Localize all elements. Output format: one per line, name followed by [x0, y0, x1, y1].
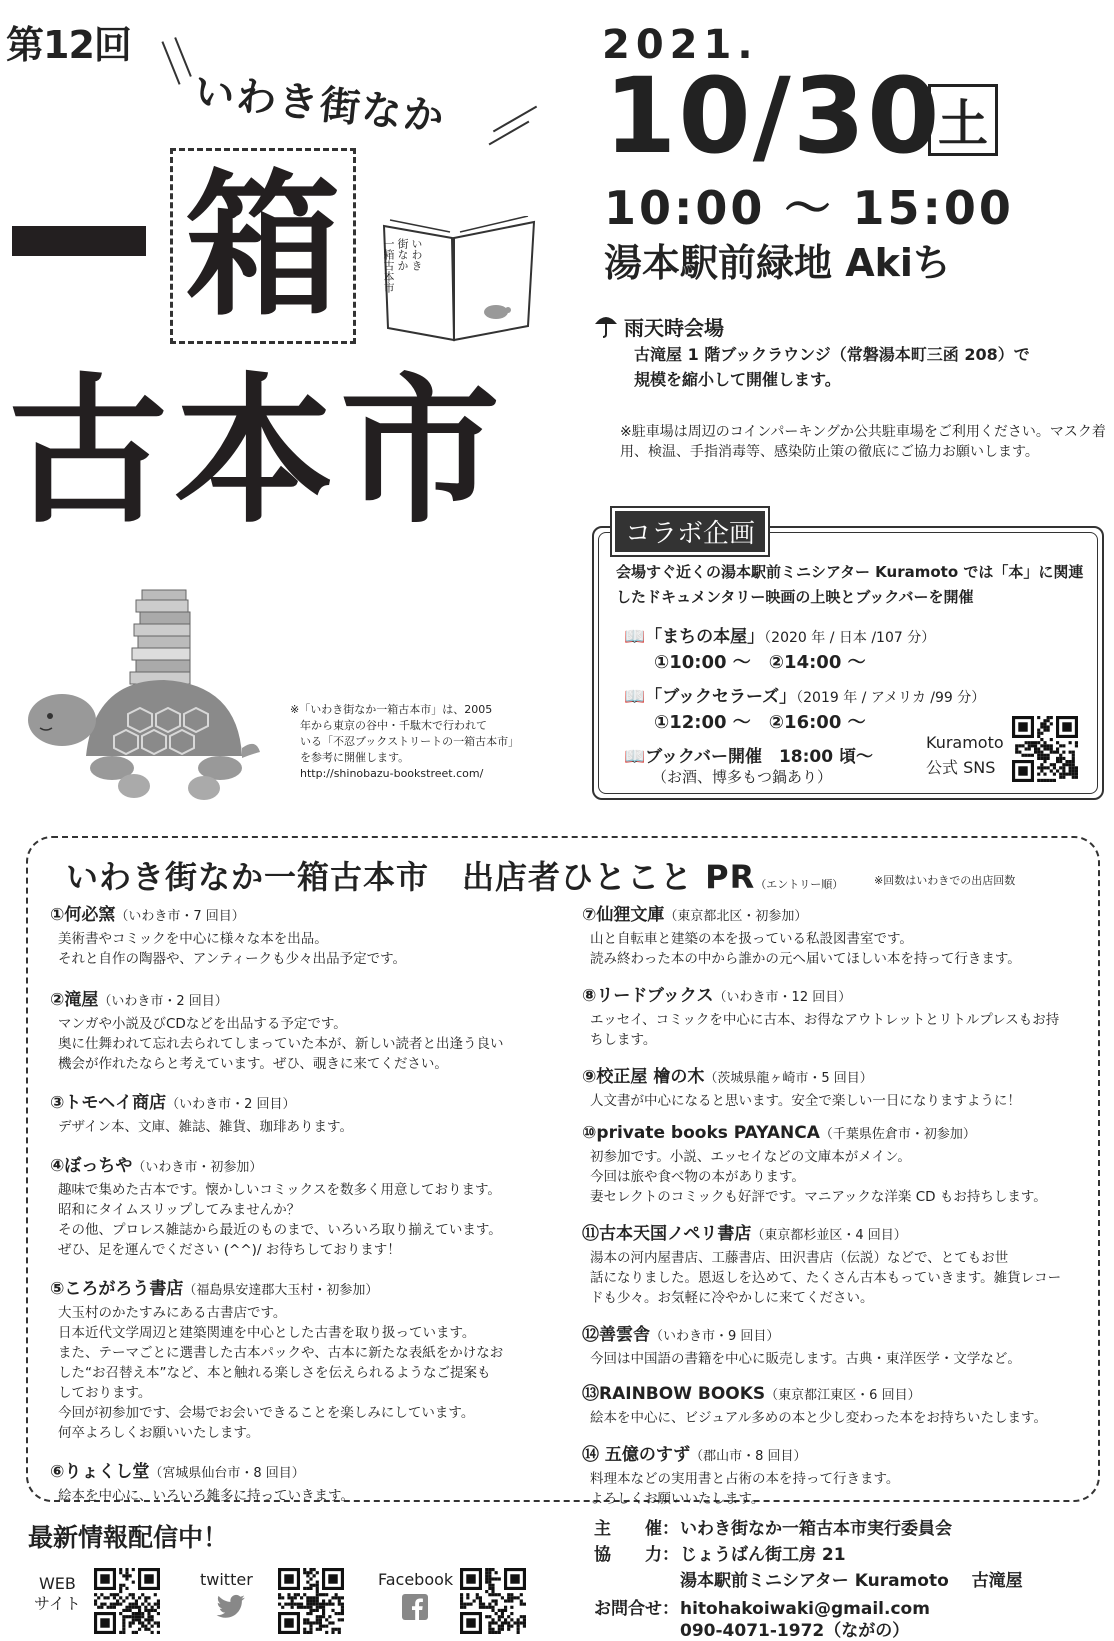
- rain-venue-line: 規模を縮小して開催します。: [634, 370, 841, 389]
- vendor-number: ⑦: [582, 905, 597, 925]
- facebook-label: Facebook: [378, 1570, 454, 1589]
- vendor-entry: [50, 985, 570, 1074]
- vendor-description-line: ドも少々。お気軽に冷やかしに来てください。: [590, 1290, 874, 1306]
- vendor-meta: （宮城県仙台市・8 回目）: [149, 1466, 305, 1481]
- web-label-line: サイト: [34, 1594, 81, 1613]
- twitter-label: twitter: [200, 1570, 253, 1589]
- vendor-description: [582, 1091, 1092, 1111]
- vendor-description: [582, 1469, 1092, 1509]
- vendor-meta: （いわき市・9 回目）: [650, 1329, 780, 1344]
- vendor-name: ころがろう書店: [64, 1279, 184, 1299]
- vendor-heading: [582, 981, 1092, 1006]
- facebook-icon[interactable]: [402, 1594, 428, 1620]
- book-spine-text-1: いわき: [410, 238, 423, 271]
- sns-label-line: Kuramoto: [926, 733, 1004, 752]
- vendor-list-right: [582, 900, 1092, 1519]
- edition-label: 第12回: [6, 23, 131, 67]
- accent-line: [174, 37, 192, 77]
- vendor-description-line: 昭和にタイムスリップしてみませんか？: [58, 1202, 301, 1218]
- vendor-description-line: マンガや小説及びCDなどを出品する予定です。: [58, 1016, 347, 1032]
- event-venue: 湯本駅前緑地 Akiち: [604, 241, 951, 285]
- vendor-number: ⑬: [582, 1384, 599, 1404]
- vendor-entry: [582, 1062, 1092, 1111]
- film-title: 「ブックセラーズ」: [645, 687, 797, 707]
- vendor-number: ⑪: [582, 1224, 599, 1244]
- turtle-note-line: いる「不忍ブックストリートの一箱古本市」: [300, 735, 520, 748]
- vendor-description-line: デザイン本、文庫、雑誌、雑貨、珈琲あります。: [58, 1119, 353, 1135]
- vendor-name: private books PAYANCA: [596, 1123, 820, 1143]
- vendor-description: [582, 1408, 1092, 1428]
- vendor-description-line: 山と自転車と建築の本を扱っている私設図書室です。: [590, 931, 913, 947]
- vendor-heading: [50, 900, 570, 925]
- vendor-entry: [582, 1320, 1092, 1369]
- rain-venue-title: 雨天時会場: [624, 316, 724, 340]
- turtle-illustration: [24, 588, 260, 804]
- film-2-times: ①12:00 ～ ②16:00 ～: [654, 712, 866, 733]
- vendor-description-line: 湯本の河内屋書店、工藤書店、田沢書店（伝説）などで、とてもお世: [590, 1250, 1009, 1266]
- title-box-char: 箱: [185, 155, 341, 337]
- coop-label: 協 力：: [594, 1545, 679, 1565]
- coop-name: 湯本駅前ミニシアター Kuramoto 古滝屋: [680, 1571, 1023, 1591]
- vendor-name: RAINBOW BOOKS: [599, 1384, 766, 1404]
- vendor-name: トモヘイ商店: [64, 1093, 167, 1113]
- twitter-icon[interactable]: [216, 1594, 246, 1620]
- vendor-description-line: また、テーマごとに選書した古本パックや、古本に新たな表紙をかけなお: [58, 1345, 504, 1361]
- film-1: [624, 622, 935, 647]
- vendor-entry: [50, 1088, 570, 1137]
- organizer-info: [594, 1516, 1023, 1594]
- vendor-description: [50, 1303, 570, 1443]
- vendor-name: 仙狸文庫: [596, 905, 665, 925]
- vendor-description-line: よろしくお願いいたします。: [590, 1491, 765, 1507]
- vendor-number: ④: [50, 1156, 65, 1176]
- bookbar-label: ブックバー開催 18:00 頃～: [645, 747, 873, 767]
- film-title: 「まちの本屋」: [645, 627, 765, 647]
- turtle-note-line: ※「いわき街なか一箱古本市」は、2005: [290, 703, 493, 716]
- vendor-description-line: した“お召替え本”など、本と触れる楽しさを伝えられるようなご提案も: [58, 1365, 491, 1381]
- vendor-number: ⑫: [582, 1325, 599, 1345]
- vendor-description: [50, 1486, 570, 1506]
- vendor-number: ⑥: [50, 1462, 65, 1482]
- pr-title: [66, 852, 843, 898]
- vendor-name: 五億のすず: [599, 1445, 691, 1465]
- vendor-meta: （東京都北区・初参加）: [664, 909, 808, 924]
- event-year: 2021.: [602, 22, 759, 68]
- vendor-description-line: 妻セレクトのコミックも好評です。マニアックな洋楽 CD もお持ちします。: [590, 1189, 1047, 1205]
- vendor-description: [582, 1010, 1092, 1050]
- vendor-description: [582, 1147, 1092, 1207]
- vendor-description-line: ちします。: [590, 1032, 657, 1048]
- rain-venue-line: 古滝屋 1 階ブックラウンジ（常磐湯本町三函 208）で: [634, 345, 1030, 364]
- vendor-description-line: 奥に仕舞われて忘れ去られてしまっていた本が、新しい読者と出逢う良い: [58, 1036, 504, 1052]
- vendor-description-line: 何卒よろしくお願いいたします。: [58, 1425, 260, 1441]
- web-qr-code[interactable]: [94, 1568, 160, 1634]
- event-weekday: 土: [928, 84, 998, 156]
- title-main: 古本市: [8, 358, 507, 545]
- vendor-description-line: その他、プロレス雑誌から最近のものまで、いろいろ取り揃えています。: [58, 1222, 502, 1238]
- vendor-description-line: 今回が初参加です、会場でお会いできることを楽しみにしています。: [58, 1405, 475, 1421]
- vendor-number: ⑩: [582, 1123, 597, 1143]
- vendor-entry: [582, 1379, 1092, 1428]
- vendor-meta: （いわき市・2 回目）: [98, 994, 228, 1009]
- vendor-description-line: 大玉村のかたすみにある古書店です。: [58, 1305, 287, 1321]
- vendor-heading: [582, 1123, 1092, 1143]
- vendor-number: ②: [50, 990, 65, 1010]
- turtle-note-url[interactable]: http://shinobazu-bookstreet.com/: [300, 767, 484, 780]
- vendor-number: ①: [50, 905, 65, 925]
- vendor-description-line: 話になりました。恩返しを込めて、たくさん古本もっていきます。雑貨レコー: [590, 1270, 1062, 1286]
- book-spine-text-3: 一箱古本市: [382, 238, 395, 293]
- vendor-description: [582, 929, 1092, 969]
- contact-email[interactable]: hitohakoiwaki@gmail.com: [680, 1599, 930, 1619]
- vendor-heading: [50, 1151, 570, 1176]
- film-1-times: ①10:00 ～ ②14:00 ～: [654, 652, 866, 673]
- event-date: 10/30: [604, 55, 942, 177]
- contact-phone[interactable]: 090-4071-1972（ながの）: [680, 1621, 910, 1641]
- vendor-meta: （いわき市・7 回目）: [115, 909, 245, 924]
- vendor-name: 校正屋 檜の木: [596, 1067, 705, 1087]
- pr-title-text: いわき街なか一箱古本市 出店者ひとこと PR: [66, 858, 756, 896]
- bookbar: [624, 742, 873, 767]
- vendor-heading: [50, 1457, 570, 1482]
- pr-title-suffix: （エントリー順）: [755, 878, 844, 891]
- vendor-description-line: 機会が作れたならと考えています。ぜひ、覗きに来てください。: [58, 1056, 448, 1072]
- vendor-heading: [50, 985, 570, 1010]
- book-icon: 📖: [624, 627, 646, 647]
- vendor-heading: [50, 1274, 570, 1299]
- vendor-heading: [582, 1379, 1092, 1404]
- collab-intro: 会場すぐ近くの湯本駅前ミニシアター Kuramoto では「本」に関連したドキュメンタリー映画の上映とブックバーを開催: [616, 563, 1084, 606]
- vendor-description: [50, 929, 570, 969]
- vendor-description: [50, 1180, 570, 1260]
- book-icon: 📖: [624, 747, 646, 767]
- film-info: （2019 年 / アメリカ /99 分）: [796, 690, 986, 706]
- vendor-entry: [582, 981, 1092, 1050]
- vendor-description-line: 日本近代文学周辺と建築関連を中心とした古書を取り扱っています。: [58, 1325, 476, 1341]
- news-heading: 最新情報配信中！: [28, 1523, 229, 1552]
- vendor-name: リードブックス: [596, 986, 714, 1006]
- collab-title: コラボ企画: [612, 508, 768, 555]
- facebook-qr-code[interactable]: [460, 1568, 526, 1634]
- vendor-list-left: [50, 900, 570, 1516]
- coop-name: じょうばん街工房 21: [680, 1545, 846, 1565]
- vendor-name: 善雲舎: [599, 1325, 650, 1345]
- vendor-number: ⑧: [582, 986, 597, 1006]
- vendor-meta: （茨城県龍ヶ崎市・5 回目）: [704, 1071, 873, 1086]
- book-spine-text-2: 街なか: [396, 238, 409, 271]
- vendor-description-line: 趣味で集めた古本です。懐かしいコミックスを数多く用意しております。: [58, 1182, 501, 1198]
- twitter-qr-code[interactable]: [278, 1568, 344, 1634]
- vendor-description-line: 絵本を中心に、ビジュアル多めの本と少し変わった本をお持ちいたします。: [590, 1410, 1047, 1426]
- vendor-entry: [582, 1123, 1092, 1207]
- title-box: [170, 148, 356, 344]
- vendor-description-line: 人文書が中心になると思います。安全で楽しい一日になりますように！: [590, 1093, 1021, 1109]
- vendor-description-line: 美術書やコミックを中心に様々な本を出品。: [58, 931, 328, 947]
- host-label: 主 催：: [594, 1519, 679, 1539]
- vendor-description-line: 初参加です。小説、エッセイなどの文庫本がメイン。: [590, 1149, 911, 1165]
- accent-line: [489, 121, 530, 146]
- vendor-entry: [50, 900, 570, 969]
- vendor-description-line: 絵本を中心に、いろいろ雑多に持っていきます。: [58, 1488, 354, 1504]
- vendor-entry: [582, 900, 1092, 969]
- vendor-meta: （郡山市・8 回目）: [690, 1449, 807, 1464]
- title-dash-hito: [12, 226, 146, 256]
- contact-label: お問合せ：: [594, 1599, 679, 1619]
- pr-note: ※回数はいわきでの出店回数: [874, 874, 1016, 887]
- vendor-description-line: しております。: [58, 1385, 152, 1401]
- book-icon: 📖: [624, 687, 646, 707]
- vendor-number: ⑭: [582, 1445, 599, 1465]
- vendor-number: ⑤: [50, 1279, 65, 1299]
- event-time: 10:00 ～ 15:00: [604, 181, 1014, 235]
- vendor-name: りょくし堂: [64, 1462, 150, 1482]
- vendor-name: ぼっちや: [64, 1156, 133, 1176]
- open-book-illustration: [378, 216, 540, 344]
- turtle-note: [290, 702, 550, 782]
- vendor-number: ⑨: [582, 1067, 597, 1087]
- vendor-entry: [582, 1440, 1092, 1509]
- vendor-description-line: それと自作の陶器や、アンティークも少々出品予定です。: [58, 951, 407, 967]
- vendor-number: ③: [50, 1093, 65, 1113]
- vendor-heading: [582, 1219, 1092, 1244]
- vendor-heading: [50, 1088, 570, 1113]
- vendor-description: [582, 1248, 1092, 1308]
- vendor-heading: [582, 1320, 1092, 1345]
- turtle-note-line: 年から東京の谷中・千駄木で行われて: [300, 719, 487, 732]
- host-name: いわき街なか一箱古本市実行委員会: [680, 1519, 952, 1539]
- vendor-name: 何必窯: [64, 905, 116, 925]
- vendor-meta: （千葉県佐倉市・初参加）: [819, 1127, 976, 1142]
- vendor-description-line: 今回は旅や食べ物の本があります。: [590, 1169, 805, 1185]
- vendor-description-line: エッセイ、コミックを中心に古本、お得なアウトレットとリトルプレスもお持: [590, 1012, 1060, 1028]
- vendor-description-line: 読み終わった本の中から誰かの元へ届いてほしい本を持って行きます。: [590, 951, 1021, 967]
- vendor-meta: （いわき市・2 回目）: [166, 1097, 296, 1112]
- vendor-entry: [50, 1274, 570, 1443]
- web-label-line: WEB: [38, 1574, 76, 1593]
- vendor-heading: [582, 1440, 1092, 1465]
- parking-notice: ※駐車場は周辺のコインパーキングか公共駐車場をご利用ください。マスク着用、検温、手指消毒等、感染防止策の徹底にご協力お願いします。: [620, 424, 1106, 460]
- kuramoto-qr-code[interactable]: [1012, 716, 1078, 782]
- kuramoto-sns-label: [926, 730, 1004, 780]
- vendor-name: 古本天国ノペリ書店: [599, 1224, 752, 1244]
- web-qr-label: [34, 1574, 81, 1614]
- vendor-meta: （いわき市・初参加）: [132, 1160, 263, 1175]
- vendor-meta: （東京都江東区・6 回目）: [765, 1388, 921, 1403]
- vendor-entry: [50, 1457, 570, 1506]
- event-tagline: いわき街なか: [192, 68, 448, 142]
- vendor-description-line: ぜひ、足を運んでください (^^)/ お待ちしております！: [58, 1242, 401, 1258]
- film-info: （2020 年 / 日本 /107 分）: [764, 630, 936, 646]
- turtle-note-line: を参考に開催します。: [300, 751, 410, 764]
- vendor-entry: [50, 1151, 570, 1260]
- vendor-heading: [582, 1062, 1092, 1087]
- bookbar-note: （お酒、博多もつ鍋あり）: [652, 768, 833, 786]
- vendor-heading: [582, 900, 1092, 925]
- vendor-name: 滝屋: [64, 990, 99, 1010]
- vendor-description: [582, 1349, 1092, 1369]
- umbrella-icon: [594, 312, 618, 338]
- vendor-description: [50, 1117, 570, 1137]
- vendor-description-line: 料理本などの実用書と占術の本を持って行きます。: [590, 1471, 900, 1487]
- contact-info: [594, 1598, 930, 1641]
- vendor-meta: （福島県安達郡大玉村・初参加）: [183, 1283, 379, 1298]
- vendor-description-line: 今回は中国語の書籍を中心に販売します。古典・東洋医学・文学など。: [590, 1351, 1021, 1367]
- vendor-meta: （いわき市・12 回目）: [713, 990, 852, 1005]
- rain-venue-body: [634, 342, 1030, 392]
- vendor-meta: （東京都杉並区・4 回目）: [751, 1228, 907, 1243]
- vendor-entry: [582, 1219, 1092, 1308]
- sns-label-line: 公式 SNS: [926, 758, 996, 777]
- film-2: [624, 682, 985, 707]
- vendor-description: [50, 1014, 570, 1074]
